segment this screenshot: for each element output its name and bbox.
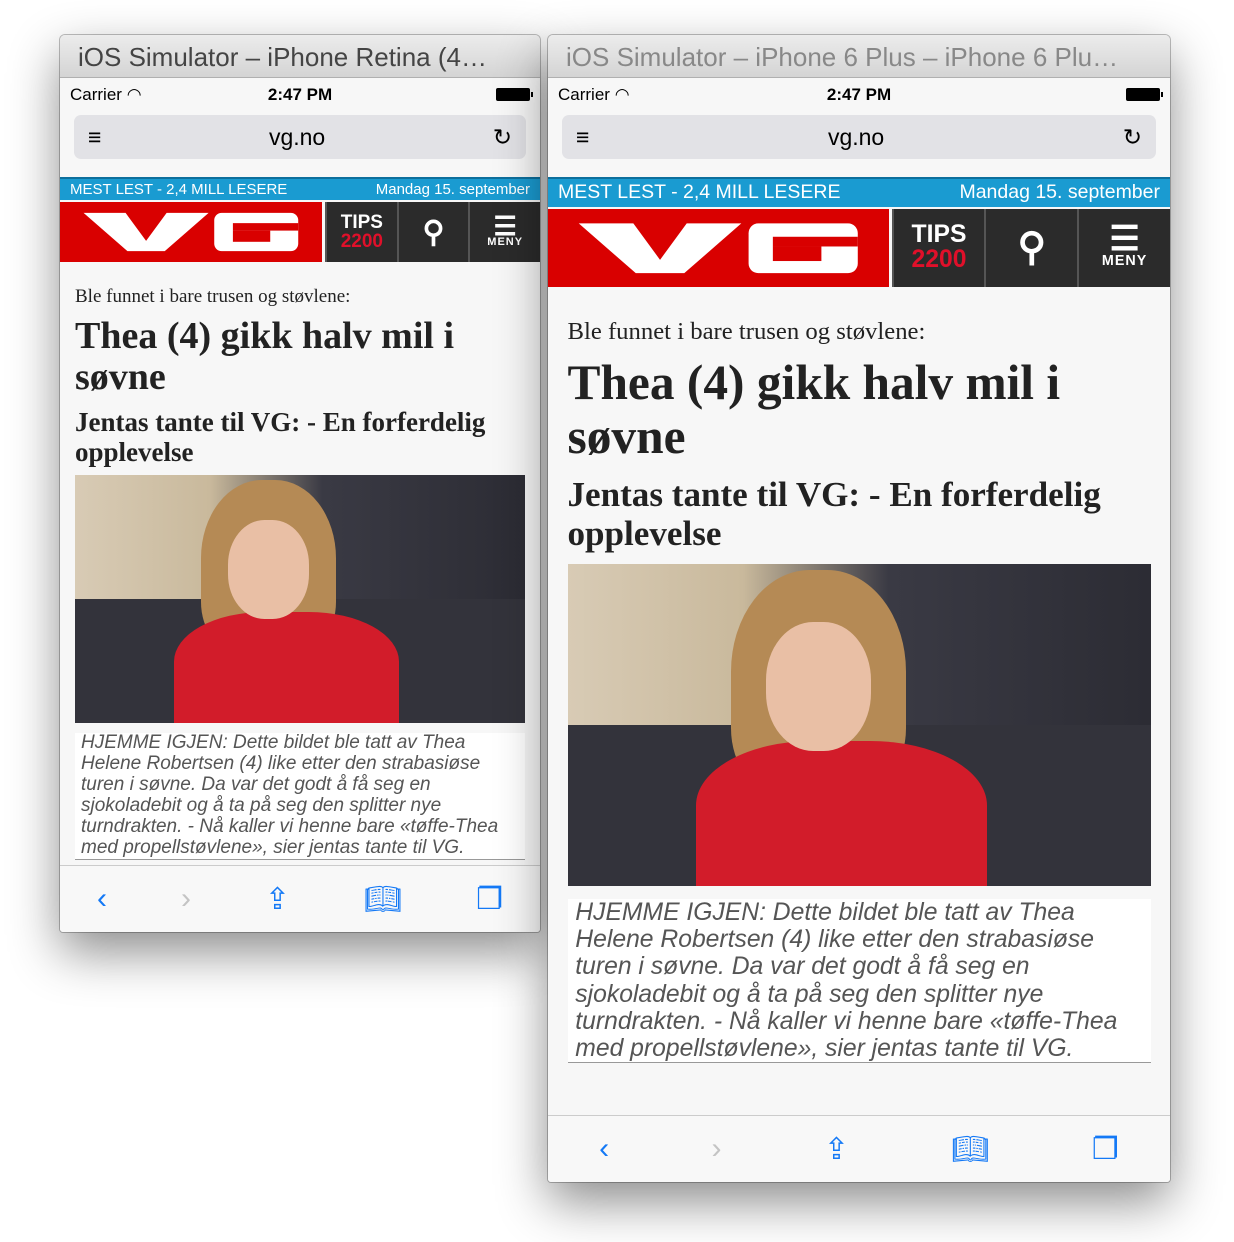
safari-toolbar (60, 865, 540, 932)
article (60, 262, 540, 860)
simulator-window-iphone-retina (60, 35, 540, 932)
battery-icon (1126, 88, 1160, 101)
carrier-label: Carrier ◠ (70, 84, 142, 104)
menu-button[interactable]: ☰ MENY (468, 202, 540, 262)
article-photo[interactable] (568, 564, 1151, 886)
back-icon[interactable]: ‹ (599, 1132, 610, 1165)
reader-icon[interactable]: ≡ (88, 123, 102, 150)
hamburger-icon: ☰ (1109, 220, 1140, 259)
address-bar[interactable] (74, 115, 526, 159)
carrier-label: Carrier ◠ (558, 84, 630, 104)
tabs-icon[interactable]: ❐ (476, 882, 503, 916)
photo-caption: HJEMME IGJEN: Dette bildet ble tatt av Thea Helene Robertsen (4) like etter den strabasiøse turen i søvne. Da var det godt å få seg en sjokoladebit og å ta på seg den splitter nye turndrakten. - Nå kaller vi henne bare «tøffe-Thea med propellstøvlene», sier jentas tante til VG. (75, 733, 525, 859)
date-label: Mandag 15. september (375, 181, 530, 198)
article-kicker: Ble funnet i bare trusen og støvlene: (75, 286, 351, 307)
article-title[interactable]: Thea (4) gikk halv mil i søvne (75, 315, 454, 399)
clock: 2:47 PM (267, 84, 333, 104)
search-button[interactable] (984, 209, 1077, 287)
date-label: Mandag 15. september (959, 181, 1160, 204)
reload-icon[interactable]: ↻ (492, 123, 512, 150)
safari-toolbar (548, 1115, 1170, 1182)
search-button[interactable] (397, 202, 469, 262)
article-title[interactable]: Thea (4) gikk halv mil i søvne (567, 355, 1061, 464)
article-subtitle[interactable]: Jentas tante til VG: - En forferdelig opplevelse (567, 475, 1101, 553)
url-text[interactable]: vg.no (268, 123, 326, 150)
wifi-icon: ◠ (614, 84, 630, 104)
reader-icon[interactable]: ≡ (576, 123, 590, 150)
vg-logo[interactable] (60, 202, 322, 262)
window-title[interactable]: iOS Simulator – iPhone 6 Plus – iPhone 6 Plu… (548, 35, 1170, 78)
article-photo[interactable] (75, 475, 525, 723)
search-icon: ⚲ (1017, 226, 1047, 270)
article (548, 287, 1170, 1063)
tips-button[interactable]: TIPS 2200 (892, 209, 985, 287)
vg-header (60, 202, 540, 262)
tips-button[interactable]: TIPS 2200 (325, 202, 397, 262)
address-bar[interactable] (562, 115, 1156, 159)
window-title[interactable]: iOS Simulator – iPhone Retina (4… (60, 35, 540, 78)
vg-header (548, 209, 1170, 287)
most-read-link[interactable]: MEST LEST - 2,4 MILL LESERE (70, 181, 288, 198)
reload-icon[interactable]: ↻ (1122, 123, 1142, 150)
photo-caption: HJEMME IGJEN: Dette bildet ble tatt av Thea Helene Robertsen (4) like etter den strabasiøse turen i søvne. Da var det godt å få seg en sjokoladebit og å ta på seg den splitter nye turndrakten. - Nå kaller vi henne bare «tøffe-Thea med propellstøvlene», sier jentas tante til VG. (568, 899, 1151, 1063)
share-icon[interactable]: ⇪ (264, 882, 291, 916)
article-kicker: Ble funnet i bare trusen og støvlene: (567, 318, 926, 346)
most-read-link[interactable]: MEST LEST - 2,4 MILL LESERE (558, 181, 841, 204)
forward-icon[interactable]: › (180, 882, 191, 915)
clock: 2:47 PM (826, 84, 892, 104)
url-text[interactable]: vg.no (827, 123, 885, 150)
back-icon[interactable]: ‹ (96, 882, 107, 915)
wifi-icon: ◠ (126, 84, 142, 104)
bookmarks-icon[interactable]: 📖︎ (364, 882, 403, 916)
hamburger-icon: ☰ (493, 210, 517, 241)
share-icon[interactable]: ⇪ (823, 1132, 850, 1166)
vg-banner (60, 177, 540, 200)
status-bar (60, 78, 540, 111)
vg-logo[interactable] (548, 209, 889, 287)
forward-icon[interactable]: › (711, 1132, 722, 1165)
simulator-window-iphone-6-plus (548, 35, 1170, 1182)
status-bar (548, 78, 1170, 111)
bookmarks-icon[interactable]: 📖︎ (951, 1132, 990, 1166)
search-icon: ⚲ (422, 215, 445, 249)
tabs-icon[interactable]: ❐ (1091, 1132, 1119, 1166)
battery-icon (496, 88, 530, 101)
menu-button[interactable]: ☰ MENY (1077, 209, 1170, 287)
vg-banner (548, 177, 1170, 207)
article-subtitle[interactable]: Jentas tante til VG: - En forferdelig opplevelse (75, 407, 486, 467)
